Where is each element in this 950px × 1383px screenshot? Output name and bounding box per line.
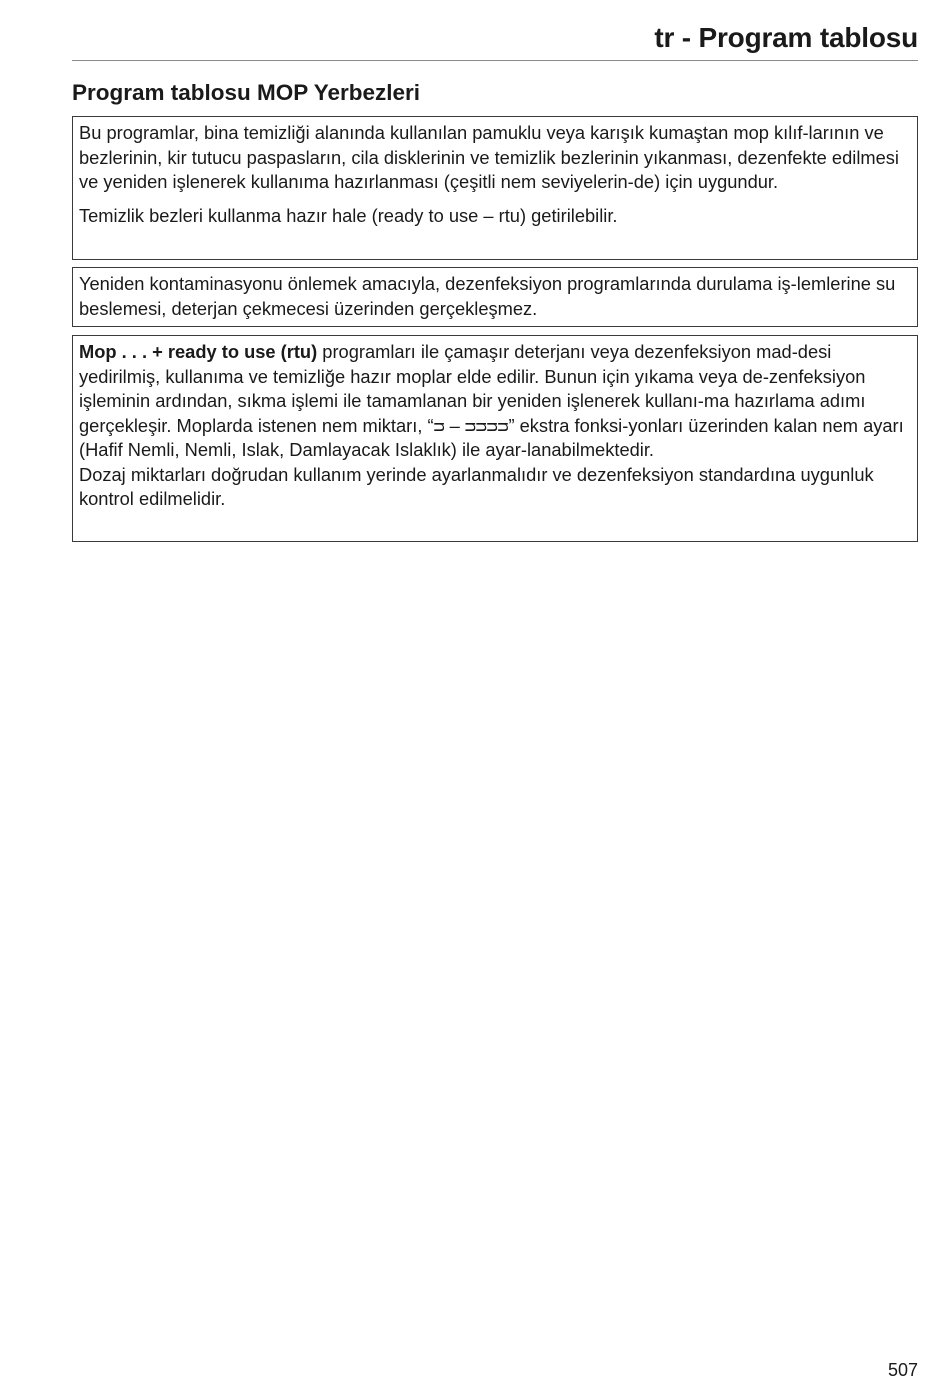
ready-to-use-paragraph <box>79 340 911 463</box>
contamination-paragraph: Yeniden kontaminasyonu önlemek amacıyla, dezenfeksiyon programlarında durulama iş-lemlerine su beslemesi, deterjan çekmecesi üzerinden gerçekleşmez. <box>79 273 896 319</box>
info-box-ready-to-use <box>72 335 918 542</box>
page-number: 507 <box>887 1360 918 1380</box>
program-name-bold: Mop . . . + ready to use (rtu) <box>79 341 318 362</box>
info-box-contamination <box>72 267 918 327</box>
page-header <box>72 18 918 61</box>
dosage-paragraph: Dozaj miktarları doğrudan kullanım yerinde ayarlanmalıdır ve dezenfeksiyon standardına uygunluk kontrol edilmelidir. <box>79 463 874 509</box>
info-box-usage <box>72 116 918 260</box>
ready-to-use-description: programları ile çamaşır deterjanı veya dezenfeksiyon mad-desi yedirilmiş, kullanıma ve temizliğe hazır moplar elde edilir. Bunun için yıkama veya de-zenfeksiyon işleminin ardından, sıkma işlemi ile tamamlanan bir yeniden işlenerek kullanı-ma hazırlama adımı gerçekleşir. Moplarda istenen nem miktarı, “ᴝ – ᴝᴝᴝᴝ” ekstra fonksi-yonları üzerinden kalan nem ayarı (Hafif Nemli, Nemli, Islak, Damlayacak Islaklık) ile ayar-lanabilmektedir. <box>79 341 904 460</box>
ready-to-use-note: Temizlik bezleri kullanma hazır hale (ready to use – rtu) getirilebilir. <box>79 204 618 226</box>
section-heading: Program tablosu MOP Yerbezleri <box>72 80 421 105</box>
usage-paragraph: Bu programlar, bina temizliği alanında kullanılan pamuklu veya karışık kumaştan mop kılıf-larının ve bezlerinin, kir tutucu paspasların, cila disklerinin ve temizlik bezlerinin yıkanması, dezenfekte edilmesi ve yeniden işlenerek kullanıma hazırlanması (çeşitli nem seviyelerin-de) için uygundur. <box>79 122 899 192</box>
page-header-title: tr - Program tablosu <box>654 22 918 53</box>
